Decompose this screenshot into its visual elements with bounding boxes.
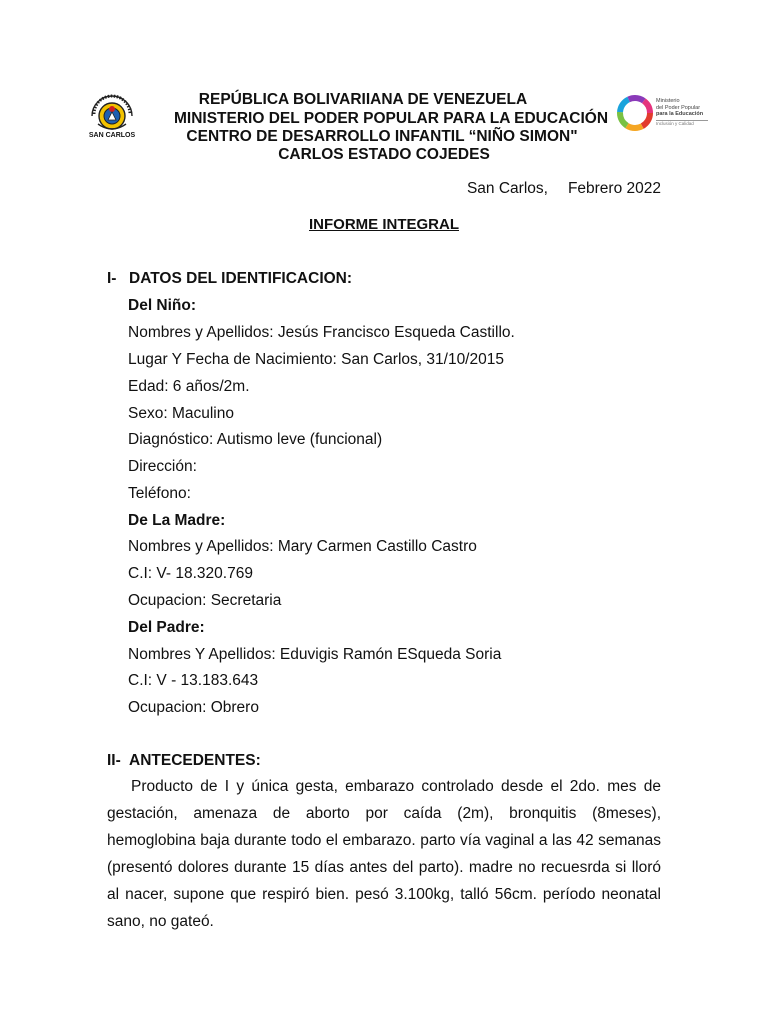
ministry-logo-line2: del Poder Popular bbox=[656, 104, 701, 111]
header-center: CENTRO DE DESARROLLO INFANTIL “NIÑO SIMON" bbox=[186, 128, 578, 145]
child-phone: Teléfono: bbox=[128, 485, 191, 502]
child-heading: Del Niño: bbox=[128, 297, 197, 314]
child-diagnosis: Diagnóstico: Autismo leve (funcional) bbox=[128, 431, 383, 448]
date-when: Febrero 2022 bbox=[567, 180, 661, 197]
father-name: Nombres Y Apellidos: Eduvigis Ramón ESqueda Soria bbox=[128, 646, 502, 663]
father-job: Ocupacion: Obrero bbox=[128, 699, 259, 716]
ministry-logo-line1: Ministerio bbox=[656, 98, 680, 104]
father-heading: Del Padre: bbox=[128, 619, 205, 636]
header-ministry: MINISTERIO DEL PODER POPULAR PARA LA EDUCACIÓN bbox=[173, 110, 609, 127]
document-title: INFORME INTEGRAL bbox=[309, 216, 459, 233]
header-republic: REPÚBLICA BOLIVARIIANA DE VENEZUELA bbox=[198, 91, 528, 108]
child-name: Nombres y Apellidos: Jesús Francisco Esqueda Castillo. bbox=[128, 324, 515, 341]
section-title: DATOS DEL IDENTIFICACION: bbox=[129, 270, 353, 287]
child-sex: Sexo: Maculino bbox=[128, 405, 234, 422]
section-background-heading bbox=[107, 752, 261, 770]
father-id: C.I: V - 13.183.643 bbox=[128, 672, 259, 689]
section-number: II- bbox=[107, 752, 121, 769]
mother-id: C.I: V- 18.320.769 bbox=[128, 565, 253, 582]
header-state: CARLOS ESTADO COJEDES bbox=[278, 146, 490, 163]
ministry-logo-icon bbox=[616, 92, 712, 138]
section-number: I- bbox=[107, 270, 117, 287]
mother-heading: De La Madre: bbox=[128, 512, 226, 529]
child-address: Dirección: bbox=[128, 458, 197, 475]
background-paragraph: Producto de I y única gesta, embarazo controlado desde el 2do. mes de gestación, amenaza de aborto por caída (2m), bronquitis (8meses), hemoglobina baja durante todo el embarazo. parto vía vaginal a las 42 semanas (presentó dolores durante 15 días antes del parto). madre no recuesrda si lloró al nacer, supone que respiró bien. pesó 3.100kg, talló 56cm. período neonatal sano, no gateó. bbox=[107, 778, 661, 930]
ministry-logo-line4: Inclusión y Calidad bbox=[656, 120, 694, 126]
document-date bbox=[467, 180, 661, 198]
ministry-logo-line3: para la Educación bbox=[656, 111, 704, 117]
logo-left-caption: SAN CARLOS bbox=[88, 132, 136, 139]
section-title: ANTECEDENTES: bbox=[129, 752, 261, 769]
mother-name: Nombres y Apellidos: Mary Carmen Castillo Castro bbox=[128, 538, 477, 555]
mother-job: Ocupacion: Secretaria bbox=[128, 592, 282, 609]
child-birth: Lugar Y Fecha de Nacimiento: San Carlos, 31/10/2015 bbox=[128, 351, 504, 368]
child-age: Edad: 6 años/2m. bbox=[128, 378, 250, 395]
date-place: San Carlos, bbox=[466, 180, 548, 197]
section-identification-heading bbox=[107, 270, 352, 288]
